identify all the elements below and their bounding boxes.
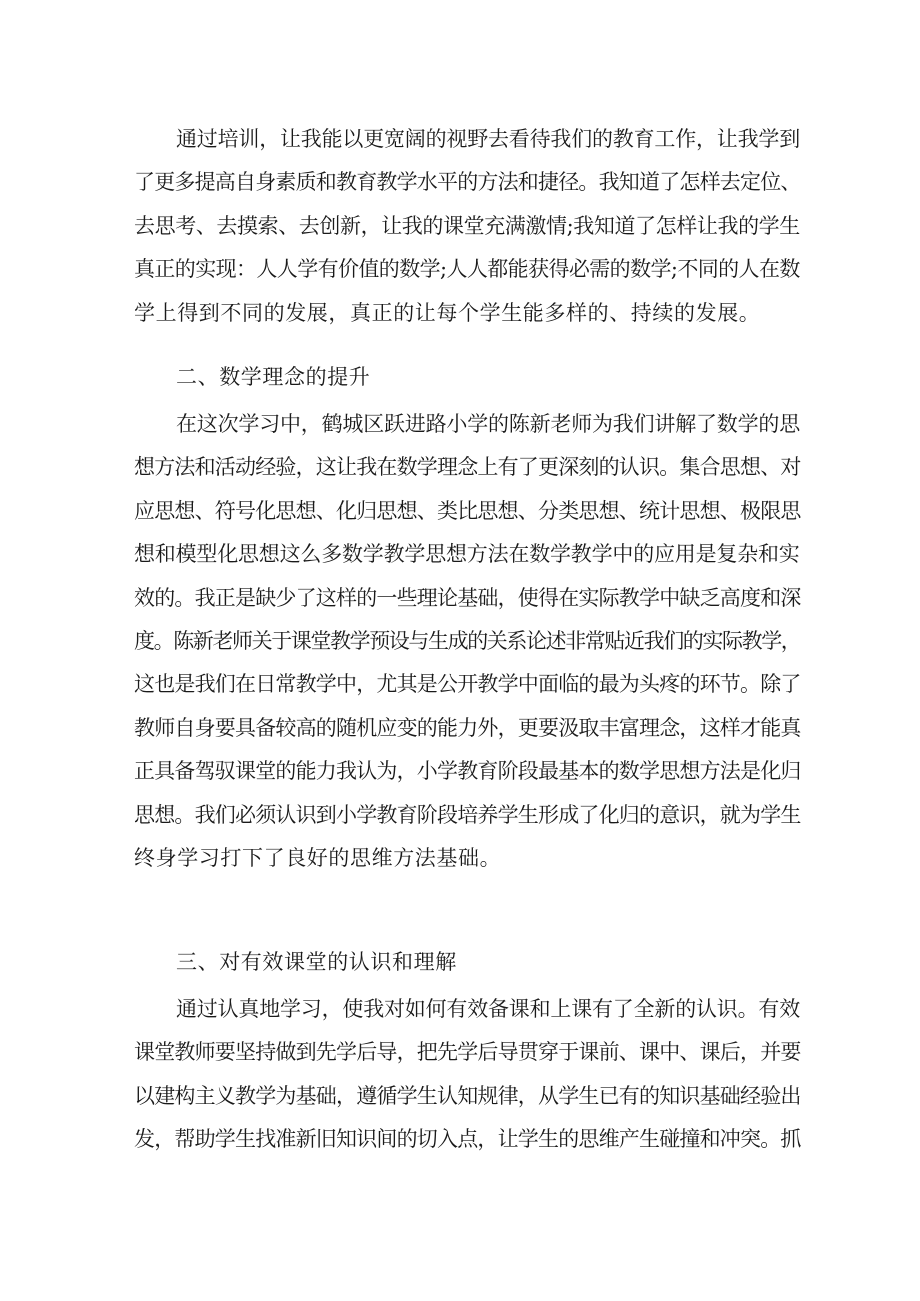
paragraph-line: 通过认真地学习，使我对如何有效备课和上课有了全新的认识。有效	[176, 997, 800, 1021]
paragraph-line: 课堂教师要坚持做到先学后导，把先学后导贯穿于课前、课中、课后，并要	[134, 1040, 801, 1065]
paragraph-line: 效的。我正是缺少了这样的一些理论基础，使得在实际教学中缺乏高度和深	[134, 585, 801, 610]
paragraph-line: 教师自身要具备较高的随机应变的能力外，更要汲取丰富理念，这样才能真	[134, 715, 801, 740]
paragraph-line: 去思考、去摸索、去创新，让我的课堂充满激情;我知道了怎样让我的学生	[134, 213, 800, 238]
paragraph-line: 这也是我们在日常教学中，尤其是公开教学中面临的最为头疼的环节。除了	[134, 672, 801, 697]
paragraph-line: 真正的实现：人人学有价值的数学;人人都能获得必需的数学;不同的人在数	[134, 257, 800, 282]
section-heading-effective-classroom: 三、对有效课堂的认识和理解	[176, 950, 457, 974]
paragraph-line: 以建构主义教学为基础，遵循学生认知规律，从学生已有的知识基础经验出	[134, 1083, 801, 1108]
paragraph-line: 思想。我们必须认识到小学教育阶段培养学生形成了化归的意识，就为学生	[134, 802, 801, 827]
paragraph-line: 在这次学习中，鹤城区跃进路小学的陈新老师为我们讲解了数学的思	[176, 412, 800, 436]
paragraph-line: 了更多提高自身素质和教育教学水平的方法和捷径。我知道了怎样去定位、	[134, 170, 801, 195]
paragraph-line: 发，帮助学生找准新旧知识间的切入点，让学生的思维产生碰撞和冲突。抓	[134, 1127, 801, 1152]
paragraph-line: 应思想、符号化思想、化归思想、类比思想、分类思想、统计思想、极限思	[134, 498, 801, 523]
paragraph-line: 通过培训，让我能以更宽阔的视野去看待我们的教育工作，让我学到	[176, 127, 800, 151]
paragraph-line: 想和模型化思想这么多数学教学思想方法在数学教学中的应用是复杂和实	[134, 542, 800, 567]
section-heading-math-concepts: 二、数学理念的提升	[176, 365, 371, 389]
paragraph-line: 学上得到不同的发展，真正的让每个学生能多样的、持续的发展。	[134, 300, 761, 325]
paragraph-effective-classroom	[134, 988, 802, 1162]
paragraph-training-benefits	[134, 118, 802, 335]
paragraph-line: 度。陈新老师关于课堂教学预设与生成的关系论述非常贴近我们的实际教学，	[134, 628, 801, 653]
paragraph-line: 终身学习打下了良好的思维方法基础。	[134, 845, 502, 870]
paragraph-math-concepts	[134, 403, 802, 880]
paragraph-line: 正具备驾驭课堂的能力我认为，小学教育阶段最基本的数学思想方法是化归	[134, 759, 801, 784]
paragraph-line: 想方法和活动经验，这让我在数学理念上有了更深刻的认识。集合思想、对	[134, 455, 801, 480]
